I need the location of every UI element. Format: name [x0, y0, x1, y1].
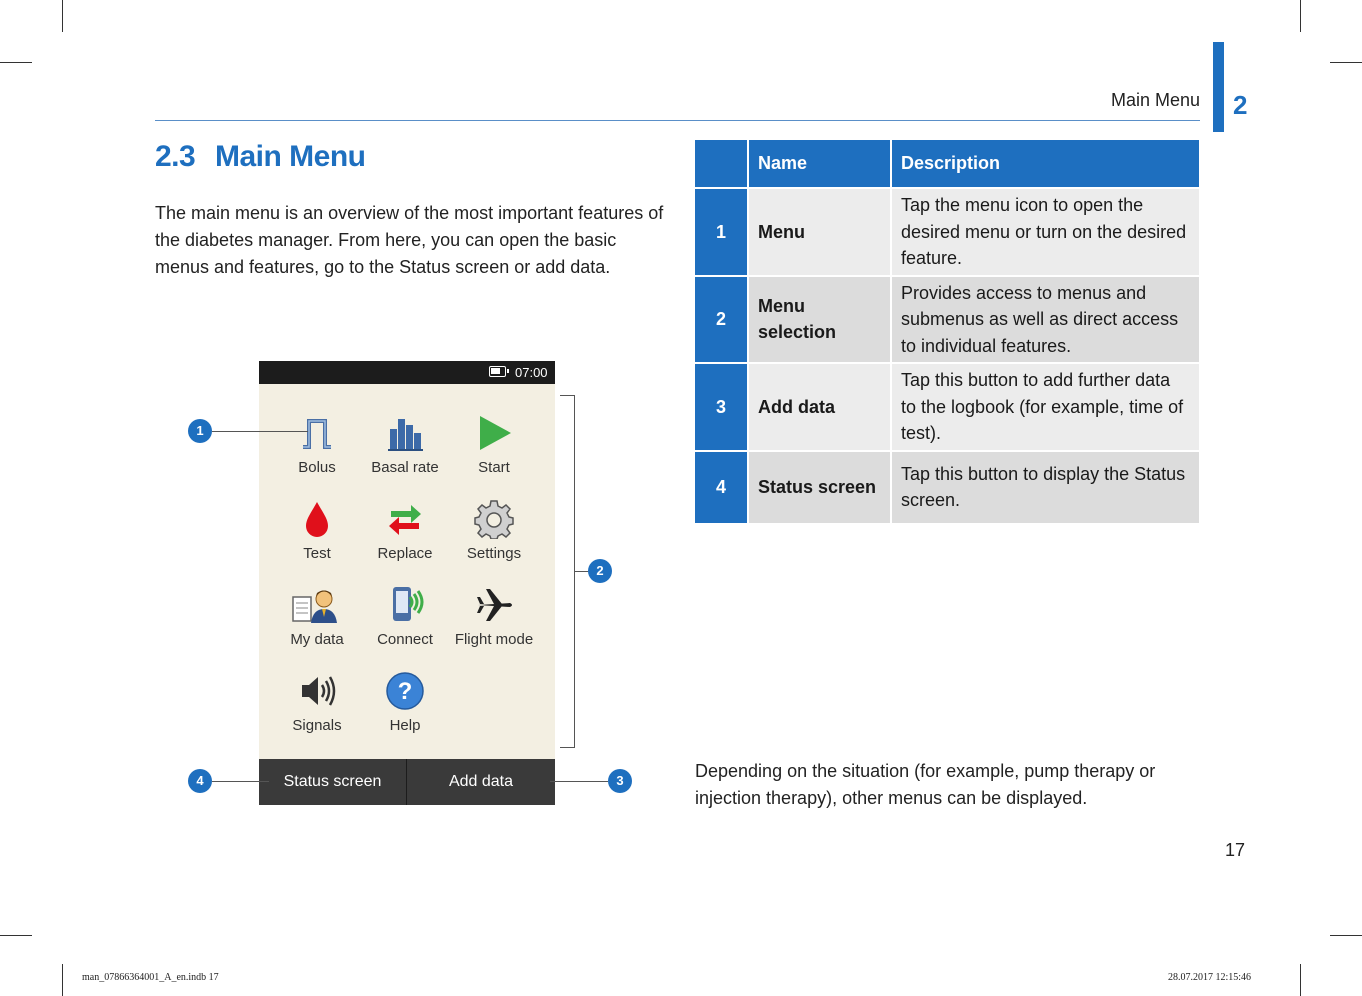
leader-line-2	[575, 571, 589, 572]
status-screen-button[interactable]: Status screen	[283, 773, 382, 790]
table-header-row	[695, 140, 1200, 188]
column-header-description: Description	[891, 140, 1200, 188]
crop-mark	[1300, 964, 1301, 996]
menu-item-start[interactable]: Start	[445, 413, 543, 493]
column-header-name: Name	[748, 140, 891, 188]
bracket-2-bottom	[560, 747, 575, 748]
bolus-icon	[297, 413, 337, 453]
section-title: Main Menu	[215, 140, 366, 173]
row-description: Tap this button to add further data to the logbook (for example, time of test).	[891, 363, 1200, 451]
callout-4: 4	[188, 769, 212, 793]
note-paragraph: Depending on the situation (for example, pump therapy or injection therapy), other menus can be displayed.	[695, 761, 1156, 808]
menu-item-test[interactable]: Test	[268, 499, 366, 579]
crop-mark	[1330, 935, 1362, 936]
row-name: Menu	[748, 188, 891, 276]
crop-mark	[0, 62, 32, 63]
crop-mark	[1300, 0, 1301, 32]
connect-icon	[385, 585, 425, 625]
menu-item-bolus[interactable]: Bolus	[268, 413, 366, 493]
battery-icon	[489, 366, 506, 377]
crop-mark	[0, 935, 32, 936]
status-bar	[259, 361, 555, 384]
callout-reference-table	[695, 140, 1201, 523]
column-header-number	[695, 140, 748, 188]
row-name: Status screen	[748, 451, 891, 523]
menu-item-help[interactable]: ? Help	[356, 671, 454, 751]
row-name: Menu selection	[748, 276, 891, 364]
row-number: 3	[695, 363, 748, 451]
menu-item-settings[interactable]: Settings	[445, 499, 543, 579]
row-number: 2	[695, 276, 748, 364]
chapter-number: 2	[1233, 90, 1248, 120]
crop-mark	[62, 964, 63, 996]
leader-line-3	[550, 781, 608, 782]
menu-item-flight-mode[interactable]: Flight mode	[445, 585, 543, 665]
row-name: Add data	[748, 363, 891, 451]
menu-item-signals[interactable]: Signals	[268, 671, 366, 751]
flight-mode-icon	[474, 585, 514, 625]
menu-item-connect[interactable]: Connect	[356, 585, 454, 665]
chapter-tab	[1213, 42, 1224, 132]
callout-2: 2	[588, 559, 612, 583]
table-row	[695, 451, 1200, 523]
callout-1: 1	[188, 419, 212, 443]
menu-item-basal-rate[interactable]: Basal rate	[356, 413, 454, 493]
clock: 07:00	[515, 365, 548, 380]
test-icon	[297, 499, 337, 539]
my-data-icon	[291, 585, 343, 625]
help-icon	[385, 671, 425, 711]
menu-item-replace[interactable]: Replace	[356, 499, 454, 579]
menu-item-my-data[interactable]: My data	[268, 585, 366, 665]
start-icon	[474, 413, 514, 453]
table-row	[695, 276, 1200, 364]
intro-paragraph: The main menu is an overview of the most important features of the diabetes manager. From here, you can open the basic menus and features, go to the Status screen or add data.	[155, 203, 664, 277]
section-heading	[155, 140, 366, 174]
crop-mark	[62, 0, 63, 32]
replace-icon	[385, 499, 425, 539]
add-data-button[interactable]: Add data	[448, 773, 514, 790]
svg-text:?: ?	[397, 678, 413, 705]
bracket-2-top	[560, 395, 575, 396]
leader-line-4	[212, 781, 269, 782]
row-number: 4	[695, 451, 748, 523]
leader-line-1	[212, 431, 308, 432]
basal-rate-icon	[385, 413, 425, 453]
callout-3: 3	[608, 769, 632, 793]
signals-icon	[297, 671, 337, 711]
bottom-action-bar	[259, 759, 555, 805]
table-row	[695, 188, 1200, 276]
row-description: Provides access to menus and submenus as well as direct access to individual features.	[891, 276, 1200, 364]
footer-timestamp: 28.07.2017 12:15:46	[1168, 972, 1252, 983]
row-description: Tap this button to display the Status screen.	[891, 451, 1200, 523]
row-number: 1	[695, 188, 748, 276]
crop-mark	[1330, 62, 1362, 63]
section-number: 2.3	[155, 140, 196, 173]
header-rule	[155, 120, 1200, 121]
footer-filename: man_07866364001_A_en.indb 17	[82, 972, 219, 983]
page-number: 17	[1225, 840, 1246, 860]
table-row	[695, 363, 1200, 451]
settings-icon	[474, 499, 514, 539]
device-screen	[259, 361, 555, 805]
running-header-title: Main Menu	[1110, 90, 1200, 110]
row-description: Tap the menu icon to open the desired menu or turn on the desired feature.	[891, 188, 1200, 276]
